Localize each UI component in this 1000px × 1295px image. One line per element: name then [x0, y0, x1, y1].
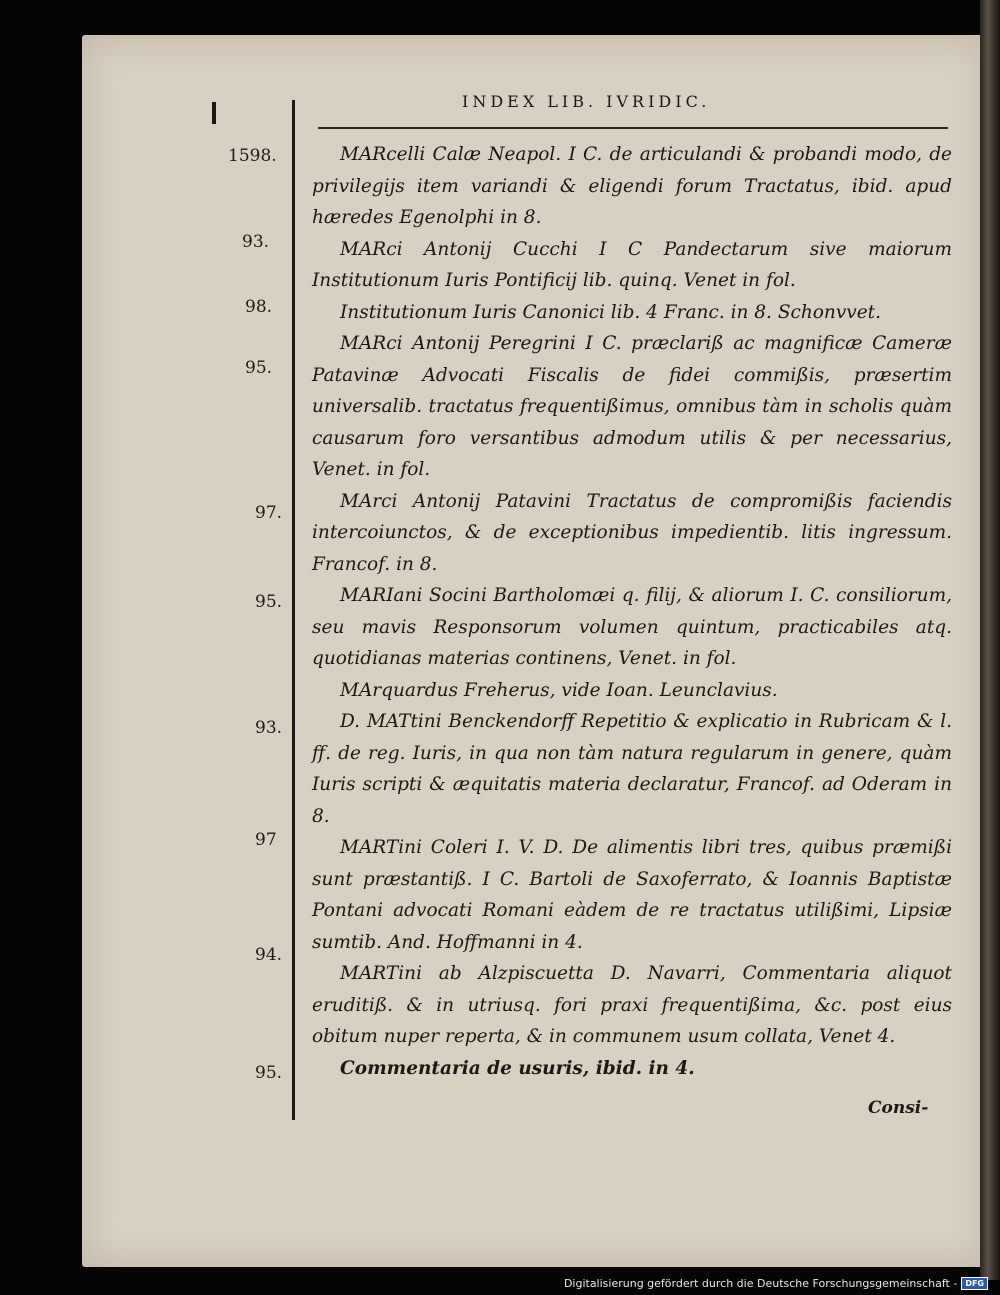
index-entry: MARTini Coleri I. V. D. De alimentis libri tres, quibus præmißi sunt præstantiß. I C. Bartoli de Saxoferrato, & Ioannis Baptistæ Pontani advocati Romani eàdem de re tractatus utilißimi, Lipsiæ sumtib. And. Hoffmanni in 4. [312, 837, 952, 953]
margin-year: 95. [255, 592, 283, 612]
header-rule [318, 127, 948, 129]
index-entry: D. MATtini Benckendorff Repetitio & explicatio in Rubricam & l. ff. de reg. Iuris, in qua non tàm natura regularum in genere, quàm Iuris scripti & æquitatis materia declaratur, Francof. ad Oderam in 8. [312, 711, 952, 827]
index-entry: Commentaria de usuris, ibid. in 4. [340, 1057, 695, 1079]
dfg-logo-icon: DFG [961, 1277, 988, 1290]
index-entry: MArci Antonij Patavini Tractatus de compromißis faciendis intercoiunctos, & de exceptionibus impedientib. litis ingressum. Francof. in 8. [312, 490, 952, 575]
index-entry: MARIani Socini Bartholomæi q. filij, & aliorum I. C. consiliorum, seu mavis Responsorum volumen quintum, practicabiles atq. quotidianas materias continens, Venet. in fol. [312, 585, 952, 669]
margin-year: 93. [242, 232, 270, 252]
margin-year: 95. [255, 1063, 283, 1083]
index-entry: Institutionum Iuris Canonici lib. 4 Franc. in 8. Schonvvet. [340, 301, 881, 323]
index-entry: MARci Antonij Cucchi I C Pandectarum sive maiorum Institutionum Iuris Pontificij lib. quinq. Venet in fol. [312, 238, 952, 291]
book-spine [980, 0, 1000, 1280]
index-entry: MArquardus Freherus, vide Ioan. Leunclavius. [340, 679, 778, 701]
margin-rule [292, 100, 295, 1120]
margin-year: 93. [255, 718, 283, 738]
margin-year: 98. [245, 297, 273, 317]
digitization-footer [564, 1277, 988, 1290]
index-entry: MARTini ab Alzpiscuetta D. Navarri, Commentaria aliquot eruditiß. & in utriusq. fori praxi frequentißima, &c. post eius obitum nuper reperta, & in communem usum collata, Venet 4. [312, 963, 952, 1047]
corner-mark [212, 102, 216, 124]
index-entry: MARcelli Calæ Neapol. I C. de articulandi & probandi modo, de privilegijs item variandi & eligendi forum Tractatus, ibid. apud hæredes Egenolphi in 8. [312, 144, 952, 228]
margin-year: 94. [255, 945, 283, 965]
footer-text: Digitalisierung gefördert durch die Deutsche Forschungsgemeinschaft - [563, 1277, 958, 1290]
margin-year: 95. [245, 358, 273, 378]
margin-year: 97. [255, 503, 283, 523]
catchword: Consi- [868, 1098, 929, 1118]
margin-year: 97 [255, 830, 277, 850]
index-entries [312, 139, 952, 1084]
running-header: INDEX LIB. IVRIDIC. [462, 92, 711, 111]
index-entry: MARci Antonij Peregrini I C. præclariß ac magnificæ Cameræ Patavinæ Advocati Fiscalis de fidei commißis, præsertim universalib. tractatus frequentißimus, omnibus tàm in scholis quàm causarum foro versantibus admodum utilis & per necessarius, Venet. in fol. [312, 333, 952, 480]
margin-year: 1598. [228, 146, 277, 166]
